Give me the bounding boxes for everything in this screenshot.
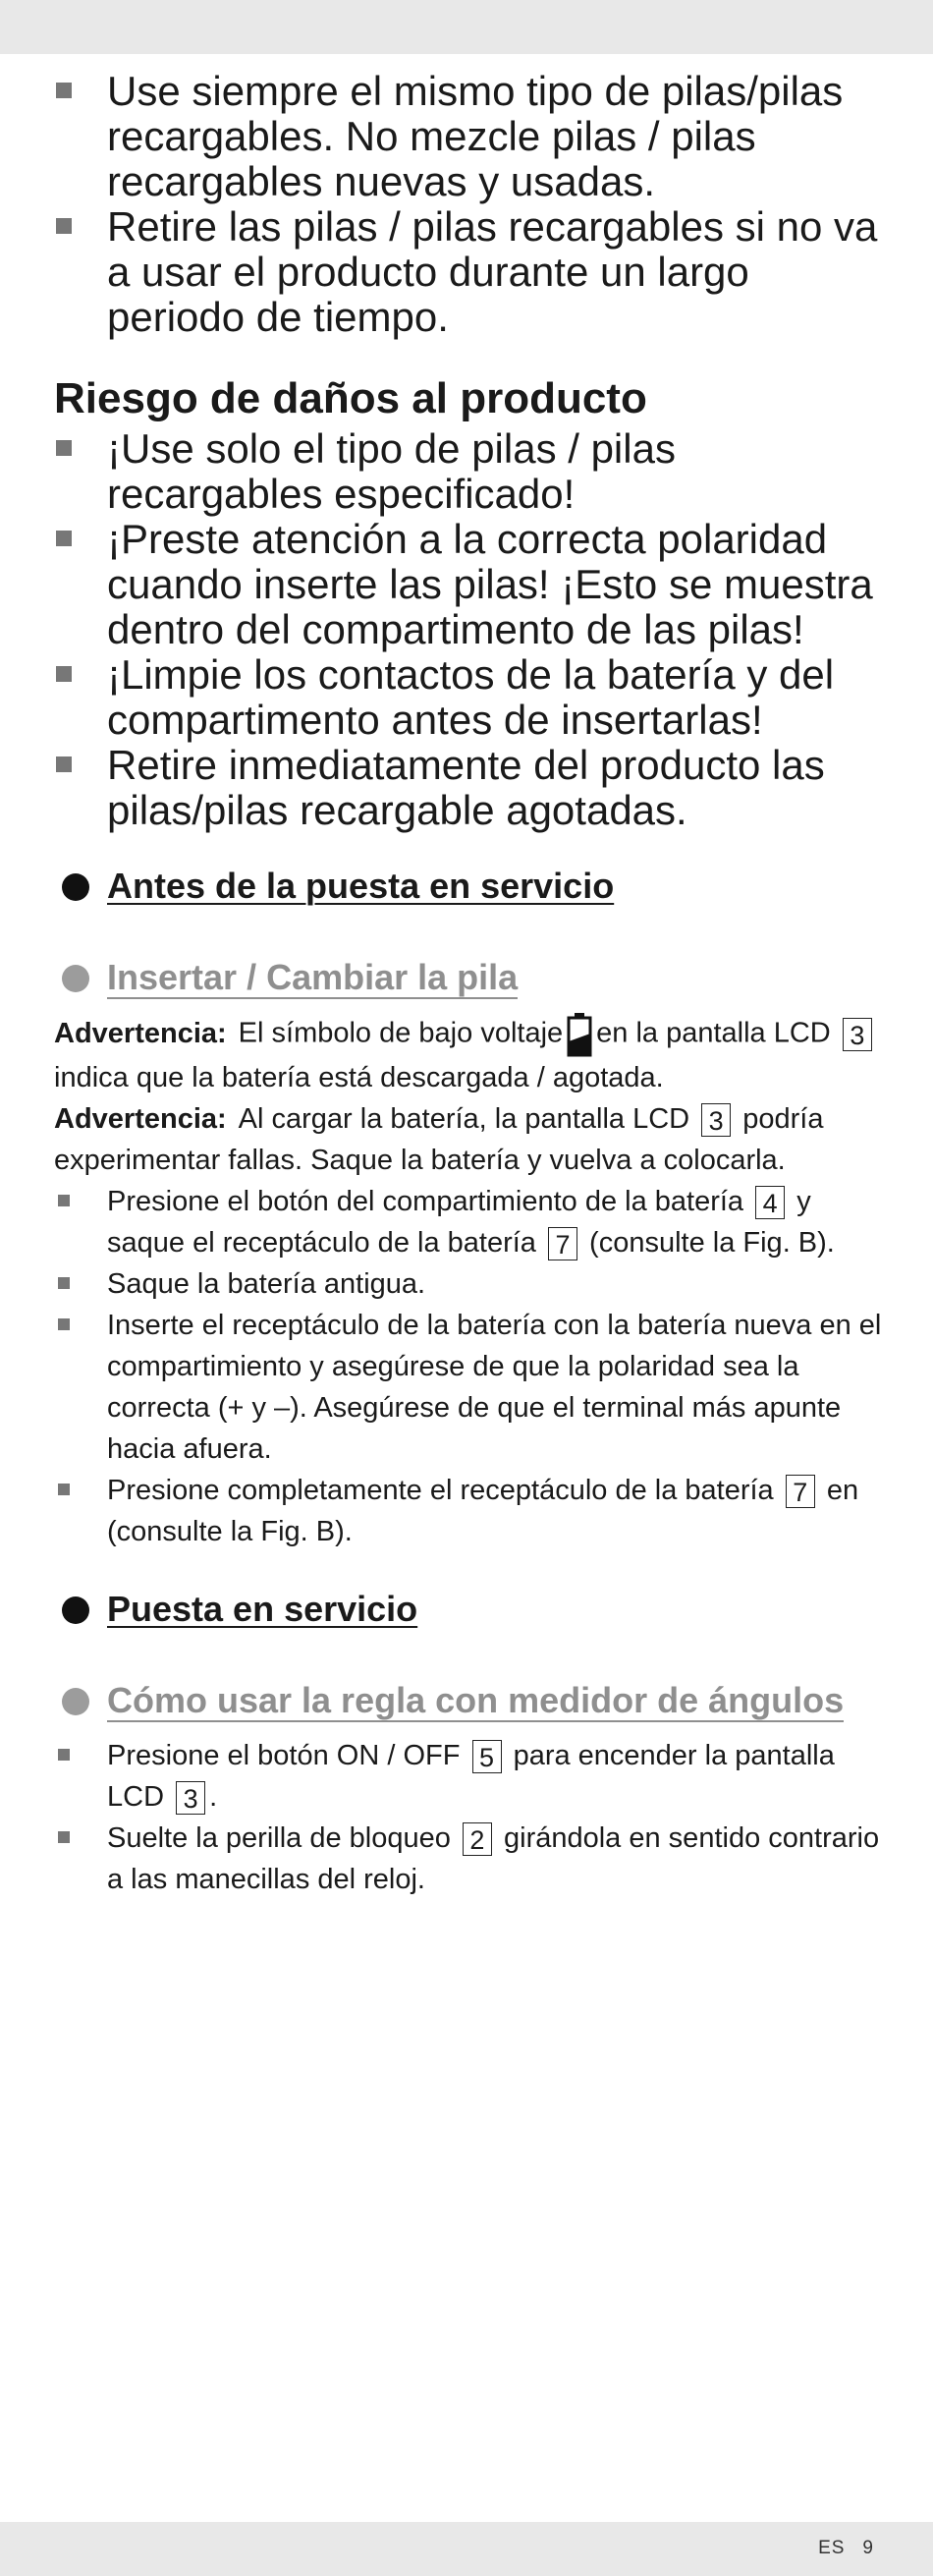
risk-list — [54, 426, 889, 833]
start-use-heading: Puesta en servicio — [54, 1588, 889, 1631]
bullet-dot-icon — [62, 1596, 89, 1624]
ref-number-box: 3 — [176, 1781, 205, 1815]
list-item: Presione el botón ON / OFF 5 para encender la pantalla LCD 3 . — [54, 1735, 889, 1818]
ref-number-box: 5 — [472, 1740, 502, 1773]
list-item: Use siempre el mismo tipo de pilas/pilas recargables. No mezcle pilas / pilas recargables nuevas y usadas. — [54, 69, 889, 204]
ref-number-box: 3 — [701, 1103, 731, 1137]
list-item: Inserte el receptáculo de la batería con la batería nueva en el compartimiento y asegúrese de que la polaridad sea la correcta (+ y –). Asegúrese de que el terminal más apunte hacia afuera. — [54, 1305, 889, 1470]
ruler-section-heading: Cómo usar la regla con medidor de ángulos — [54, 1680, 889, 1721]
before-use-heading: Antes de la puesta en servicio — [54, 865, 889, 908]
square-bullet-icon — [56, 666, 72, 682]
warning-charging: Advertencia: Al cargar la batería, la pantalla LCD 3 podría experimentar fallas. Saque la batería y vuelva a colocarla. — [54, 1103, 824, 1176]
list-item: ¡Preste atención a la correcta polaridad cuando inserte las pilas! ¡Esto se muestra dentro del compartimento de las pilas! — [54, 517, 889, 652]
square-bullet-icon — [56, 440, 72, 456]
square-bullet-icon — [58, 1277, 70, 1289]
language-code: ES — [818, 2538, 846, 2558]
page-footer — [0, 2522, 933, 2576]
bullet-dot-icon — [62, 1688, 89, 1715]
square-bullet-icon — [58, 1195, 70, 1206]
risk-heading: Riesgo de daños al producto — [54, 374, 647, 422]
list-item: Retire inmediatamente del producto las pilas/pilas recargable agotadas. — [54, 743, 889, 833]
square-bullet-icon — [58, 1831, 70, 1843]
square-bullet-icon — [56, 756, 72, 772]
top-margin-bar — [0, 0, 933, 54]
battery-steps-list — [54, 1181, 889, 1552]
square-bullet-icon — [56, 531, 72, 546]
list-item: ¡Limpie los contactos de la batería y del compartimento antes de insertarlas! — [54, 652, 889, 743]
ref-number-box: 2 — [463, 1822, 492, 1856]
ref-number-box: 3 — [843, 1018, 872, 1051]
ref-number-box: 7 — [548, 1227, 577, 1260]
page-num: 9 — [862, 2538, 874, 2558]
bullet-dot-icon — [62, 965, 89, 992]
square-bullet-icon — [58, 1318, 70, 1330]
list-item: Presione completamente el receptáculo de la batería 7 en (consulte la Fig. B). — [54, 1470, 889, 1552]
ref-number-box: 4 — [755, 1186, 785, 1219]
list-item: Presione el botón del compartimiento de la batería 4 y saque el receptáculo de la batería 7 (consulte la Fig. B). — [54, 1181, 889, 1263]
ruler-steps-list — [54, 1735, 889, 1900]
list-item: Suelte la perilla de bloqueo 2 girándola en sentido contrario a las manecillas del reloj. — [54, 1818, 889, 1900]
ref-number-box: 7 — [786, 1475, 815, 1508]
list-item: Retire las pilas / pilas recargables si no va a usar el producto durante un largo periodo de tiempo. — [54, 204, 889, 340]
low-battery-icon — [567, 1012, 592, 1057]
battery-section-heading: Insertar / Cambiar la pila — [54, 957, 889, 998]
square-bullet-icon — [58, 1749, 70, 1761]
warning-low-voltage: Advertencia: El símbolo de bajo voltaje en la pantalla LCD 3 indica que la batería está descargada / agotada. — [54, 1012, 889, 1098]
square-bullet-icon — [56, 218, 72, 234]
square-bullet-icon — [56, 83, 72, 98]
list-item: ¡Use solo el tipo de pilas / pilas recargables especificado! — [54, 426, 889, 517]
list-item: Saque la batería antigua. — [54, 1263, 889, 1305]
battery-usage-list — [54, 69, 889, 340]
bullet-dot-icon — [62, 873, 89, 901]
square-bullet-icon — [58, 1484, 70, 1495]
page-number — [800, 2538, 874, 2559]
page-content — [54, 69, 889, 1900]
